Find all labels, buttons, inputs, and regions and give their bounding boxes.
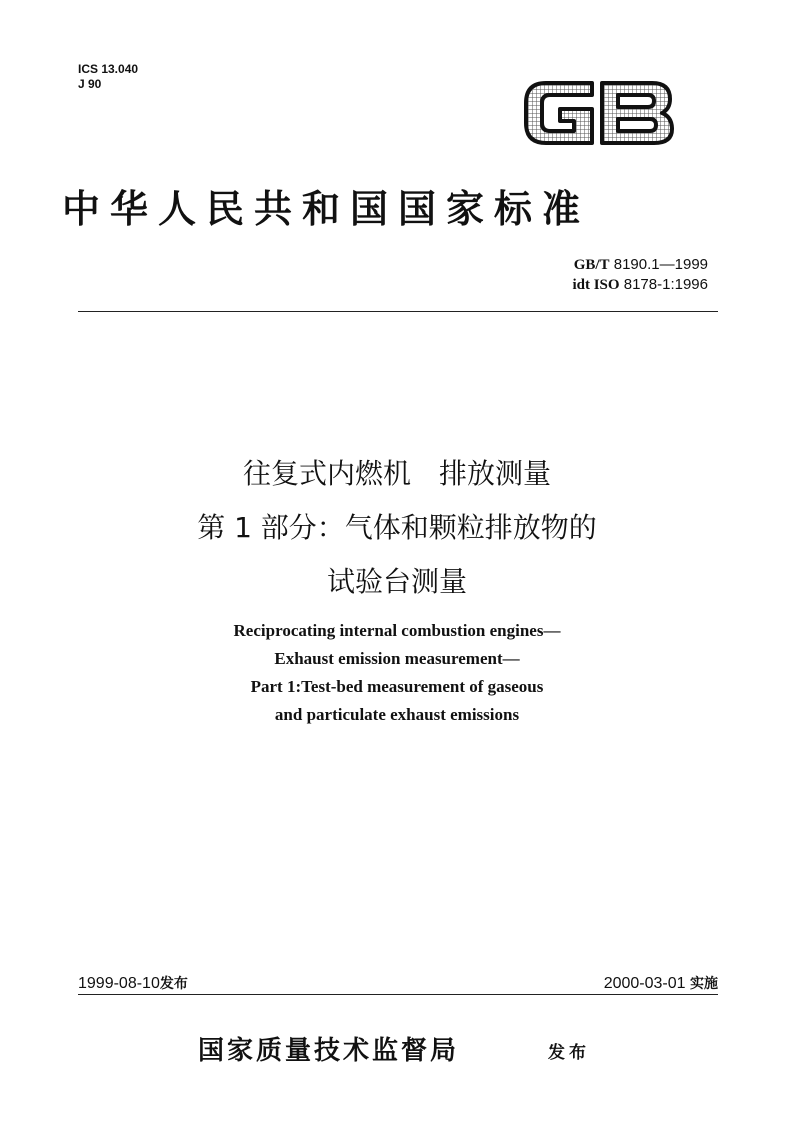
issue-date <box>78 973 188 993</box>
issue-date-label: 发布 <box>159 976 188 992</box>
chinese-title-line-3: 试验台测量 <box>326 565 467 598</box>
gb-number-line <box>440 255 708 275</box>
ccs-code: J 90 <box>78 77 102 91</box>
chinese-title-line-2: 第 1 部分：气体和颗粒排放物的 <box>197 511 597 544</box>
standard-title: 中华人民共和国国家标准 <box>62 186 591 231</box>
idt-prefix: idt ISO <box>572 277 620 293</box>
effective-date-label: 实施 <box>690 976 718 992</box>
effective-date-value: 2000-03-01 <box>603 975 686 992</box>
footer-divider <box>78 994 718 995</box>
english-title-line-1: Reciprocating internal combustion engines— <box>233 621 561 640</box>
issuer-name: 国家质量技术监督局 <box>198 1036 460 1066</box>
classification-codes <box>78 62 138 92</box>
chinese-title-line-1: 往复式内燃机 排放测量 <box>242 457 551 490</box>
idt-number-line <box>440 275 708 295</box>
english-title-line-3: Part 1:Test-bed measurement of gaseous <box>250 677 544 696</box>
english-title-line-4: and particulate exhaust emissions <box>274 705 520 724</box>
idt-number: 8178-1:1996 <box>623 276 708 293</box>
issuer-suffix: 发布 <box>548 1043 590 1063</box>
effective-date <box>520 973 718 993</box>
issue-date-value: 1999-08-10 <box>78 975 160 992</box>
standard-number <box>440 255 708 295</box>
gb-number: 8190.1—1999 <box>613 256 708 273</box>
gb-prefix: GB/T <box>573 257 610 273</box>
english-title-line-2: Exhaust emission measurement— <box>274 649 520 668</box>
header-divider <box>78 311 718 312</box>
gb-logo <box>520 73 678 153</box>
ics-code: ICS 13.040 <box>78 62 139 76</box>
